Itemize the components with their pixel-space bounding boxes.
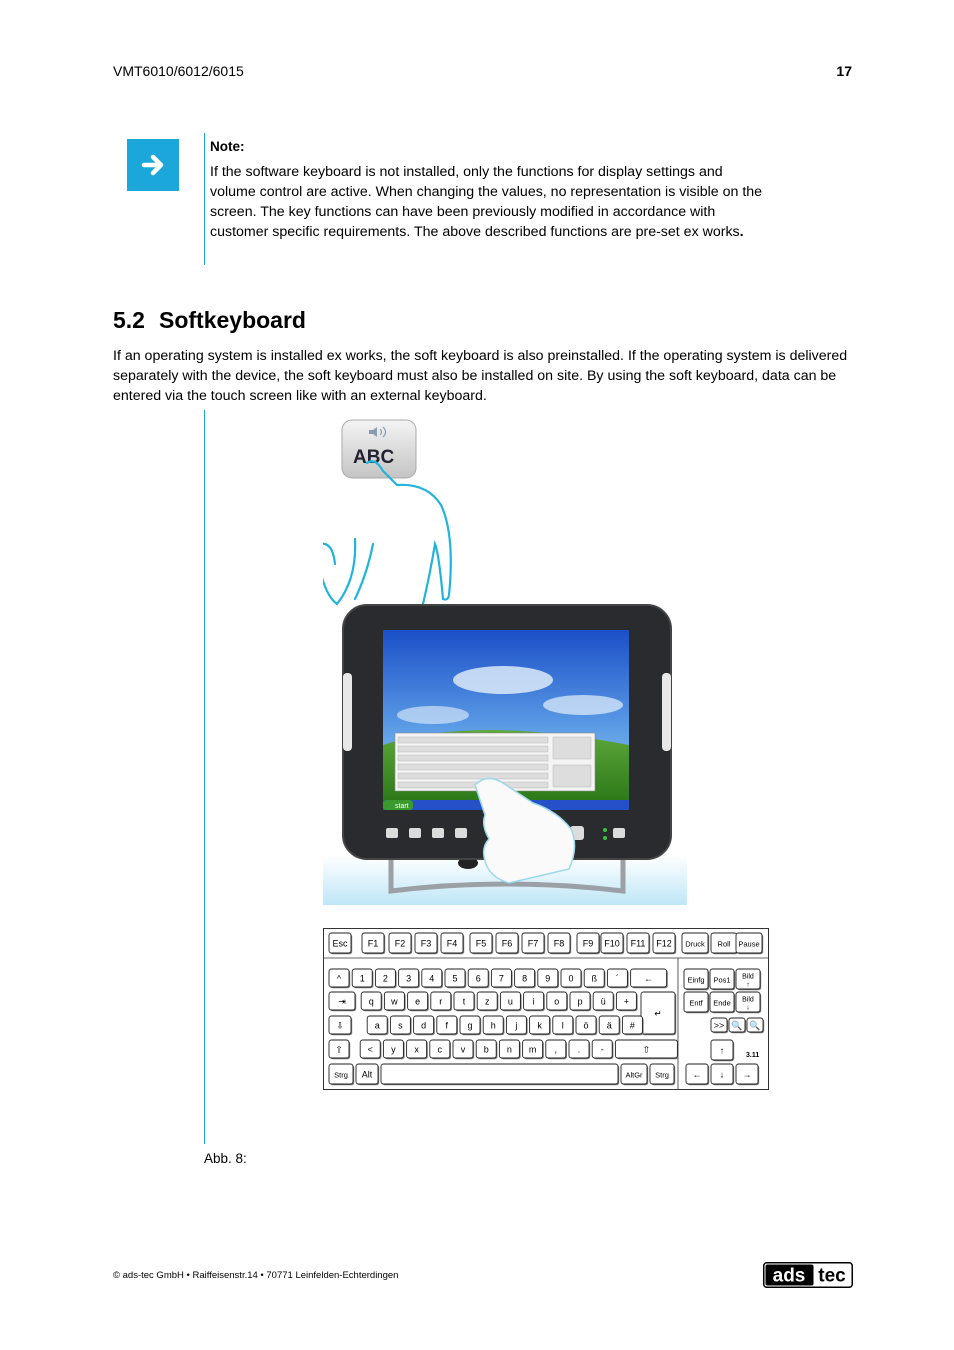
key-label: Entf (689, 998, 703, 1008)
key-label: y (391, 1044, 396, 1055)
taskbar-start-label: start (395, 803, 409, 810)
figure-divider (204, 410, 205, 1144)
key-label: AltGr (625, 1070, 643, 1080)
key-label: Ende (713, 998, 731, 1008)
key-label: Strg (334, 1070, 348, 1080)
keyboard-version: 3.11 (746, 1052, 760, 1059)
key-label: s (398, 1020, 403, 1031)
key-label: F10 (604, 938, 620, 949)
document-title: VMT6010/6012/6015 (113, 63, 244, 79)
key-label: F12 (656, 938, 672, 949)
key-label: ⇧ (642, 1044, 651, 1055)
key-label: ^ (336, 973, 342, 984)
key-label: ← (644, 973, 654, 984)
note-divider (204, 133, 205, 265)
key-label: q (368, 996, 374, 1007)
hand-outline-top (323, 461, 451, 604)
key-label: n (506, 1044, 512, 1055)
key-label: 7 (498, 973, 504, 984)
section-heading (113, 307, 306, 334)
key-label: g (467, 1020, 473, 1031)
key-label: ´ (615, 973, 619, 984)
key-label: b (483, 1044, 489, 1055)
key-label: 9 (545, 973, 551, 984)
key-label: Einfg (687, 975, 705, 985)
key-label: . (577, 1044, 581, 1055)
device-illustration (323, 415, 687, 905)
key-label: # (629, 1020, 635, 1031)
key-label: 3 (406, 973, 412, 984)
key-label: x (414, 1044, 419, 1055)
note-text-main: If the software keyboard is not installed, only the functions for display settings and volume control are active. When changing the values, no representation is visible on the screen. The key functions can have been previously modified in accordance with customer specific requirements. The above described functions are pre-set ex works (210, 164, 763, 240)
key-label: ↵ (654, 1008, 662, 1019)
logo-text-ads: ads (772, 1265, 806, 1287)
key-label: f (445, 1020, 449, 1031)
key-label: >> (713, 1020, 725, 1031)
key-label: F2 (394, 938, 406, 949)
key-label: Bild (742, 996, 754, 1004)
key-label: F8 (553, 938, 565, 949)
key-label: m (528, 1044, 537, 1055)
key-label: 0 (568, 973, 574, 984)
key-label: ü (600, 996, 606, 1007)
key-label: Druck (685, 939, 705, 949)
key-label: F6 (501, 938, 513, 949)
page-number: 17 (836, 63, 852, 79)
key-label: F1 (367, 938, 379, 949)
key-label: ä (606, 1020, 612, 1031)
key-label: p (577, 996, 583, 1007)
key-label: F11 (630, 938, 646, 949)
key-label: t (462, 996, 466, 1007)
key-label: + (623, 996, 630, 1007)
key-label: h (490, 1020, 496, 1031)
key-label: ß (591, 973, 597, 984)
section-title: Softkeyboard (158, 307, 306, 333)
key-label: d (421, 1020, 427, 1031)
key-label: u (507, 996, 513, 1007)
key-label: Alt (361, 1069, 373, 1080)
note-box (127, 139, 179, 191)
key-label: v (460, 1044, 466, 1055)
key-label: e (415, 996, 421, 1007)
key-label: , (554, 1044, 558, 1055)
key-label: < (367, 1044, 373, 1055)
logo-text-tec: tec (818, 1265, 846, 1287)
key-label: F3 (420, 938, 432, 949)
key-label: ⇧ (335, 1044, 343, 1055)
footer-address: © ads-tec GmbH • Raiffeisenstr.14 • 70771 Leinfelden-Echterdingen (113, 1270, 399, 1281)
section-body: If an operating system is installed ex works, the soft keyboard is also preinstalled. If the operating system is delivered separately with the device, the soft keyboard must also be installed on site. By using the soft keyboard, data can be entered via the touch screen like with an external keyboard. (113, 348, 848, 404)
key-label: 8 (522, 973, 528, 984)
ads-tec-logo (763, 1262, 853, 1288)
key-label: Roll (717, 939, 731, 949)
key-label: ⇩ (336, 1020, 344, 1031)
key-label: F4 (446, 938, 458, 949)
figure-caption: Abb. 8: (204, 1151, 247, 1166)
key-label: ↑ (719, 1045, 725, 1056)
note-text-end: . (739, 224, 744, 240)
key-space (381, 1064, 618, 1084)
key-label: ↓ (719, 1069, 725, 1080)
key-label: → (742, 1069, 752, 1080)
key-label: ↓ (746, 1004, 750, 1012)
key-label: Strg (655, 1070, 669, 1080)
key-label: F7 (527, 938, 539, 949)
key-label: ↑ (746, 981, 750, 989)
key-label: 🔍 (731, 1020, 743, 1031)
key-label: F5 (475, 938, 487, 949)
key-label: 4 (429, 973, 435, 984)
key-label: 🔍 (749, 1020, 761, 1031)
key-label: Pause (738, 939, 760, 949)
key-label: Bild (742, 973, 754, 981)
abc-key-label: ABC (353, 447, 395, 468)
key-label: c (437, 1044, 443, 1055)
key-label: r (439, 996, 443, 1007)
key-label: Pos1 (713, 975, 731, 985)
key-label: a (374, 1020, 380, 1031)
key-label: 1 (359, 973, 365, 984)
key-label: ö (583, 1020, 589, 1031)
key-label: i (532, 996, 535, 1007)
key-label: 2 (382, 973, 388, 984)
note-title: Note: (210, 139, 245, 154)
key-label: k (537, 1020, 542, 1031)
key-label: 6 (475, 973, 481, 984)
key-label: w (391, 996, 398, 1007)
key-label: ⇥ (338, 996, 346, 1007)
key-label: j (515, 1020, 518, 1031)
key-label: ← (692, 1069, 702, 1080)
key-label: z (484, 996, 490, 1007)
key-label: - (600, 1044, 604, 1055)
keyboard-diagram (323, 928, 769, 1095)
note-text (210, 162, 770, 242)
arrow-right-icon (127, 139, 179, 191)
key-label: l (561, 1020, 564, 1031)
key-label: F9 (582, 938, 594, 949)
key-label: 5 (452, 973, 458, 984)
key-label: o (554, 996, 560, 1007)
section-number: 5.2 (113, 307, 145, 333)
key-label: Esc (332, 938, 348, 949)
